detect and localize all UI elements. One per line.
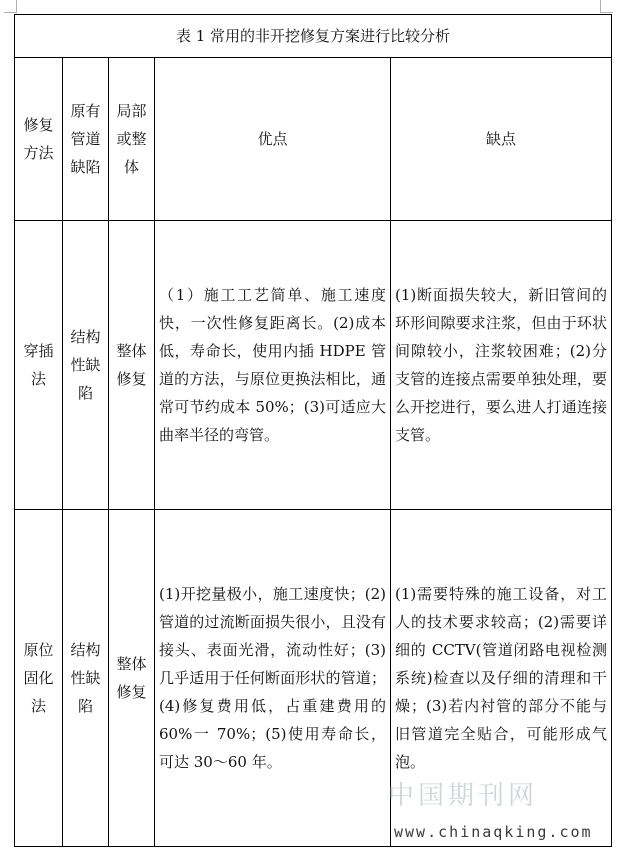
- cell-method: 原位固化法: [15, 510, 63, 847]
- comparison-table: [14, 14, 612, 847]
- cell-defect: 结构性缺陷: [63, 510, 109, 847]
- cell-method: 穿插法: [15, 221, 63, 510]
- cell-pros: (1)开挖量极小，施工速度快；(2)管道的过流断面损失很小，且没有接头、表面光滑，流动性好；(3)几乎适用于任何断面形状的管道；(4)修复费用低，占重建费用的 60%一 70%；(5)使用寿命长，可达 30～60 年。: [155, 510, 391, 847]
- header-pros: 优点: [155, 58, 391, 221]
- watermark-logo-text: 中国期刊网: [388, 781, 539, 811]
- cell-scope: 整体修复: [109, 221, 155, 510]
- cell-defect: 结构性缺陷: [63, 221, 109, 510]
- header-method: 修复方法: [15, 58, 63, 221]
- page-corner-mark-right: [600, 0, 613, 13]
- page-corner-mark-left: [4, 0, 17, 13]
- cell-scope: 整体修复: [109, 510, 155, 847]
- cell-cons: (1)需要特殊的施工设备，对工人的技术要求较高；(2)需要详细的 CCTV(管道闭路电视检测系统)检查以及仔细的清理和干燥；(3)若内衬管的部分不能与旧管道完全贴合，可能形成气泡。: [391, 510, 612, 847]
- header-scope: 局部或整体: [109, 58, 155, 221]
- table-title: 表 1 常用的非开挖修复方案进行比较分析: [15, 15, 612, 58]
- cell-cons: (1)断面损失较大，新旧管间的环形间隙要求注浆，但由于环状间隙较小，注浆较困难；(2)分支管的连接点需要单独处理，要么开挖进行，要么进人打通连接支管。: [391, 221, 612, 510]
- table-title-row: [15, 15, 612, 58]
- header-defect: 原有管道缺陷: [63, 58, 109, 221]
- table-row: [15, 221, 612, 510]
- header-cons: 缺点: [391, 58, 612, 221]
- table-header-row: [15, 58, 612, 221]
- watermark-url: www.chinaqking.com: [394, 823, 593, 841]
- cell-pros: （1）施工工艺简单、施工速度快，一次性修复距离长。(2)成本低，寿命长，使用内插 HDPE 管道的方法，与原位更换法相比，通常可节约成本 50%；(3)可适应大曲率半径的弯管。: [155, 221, 391, 510]
